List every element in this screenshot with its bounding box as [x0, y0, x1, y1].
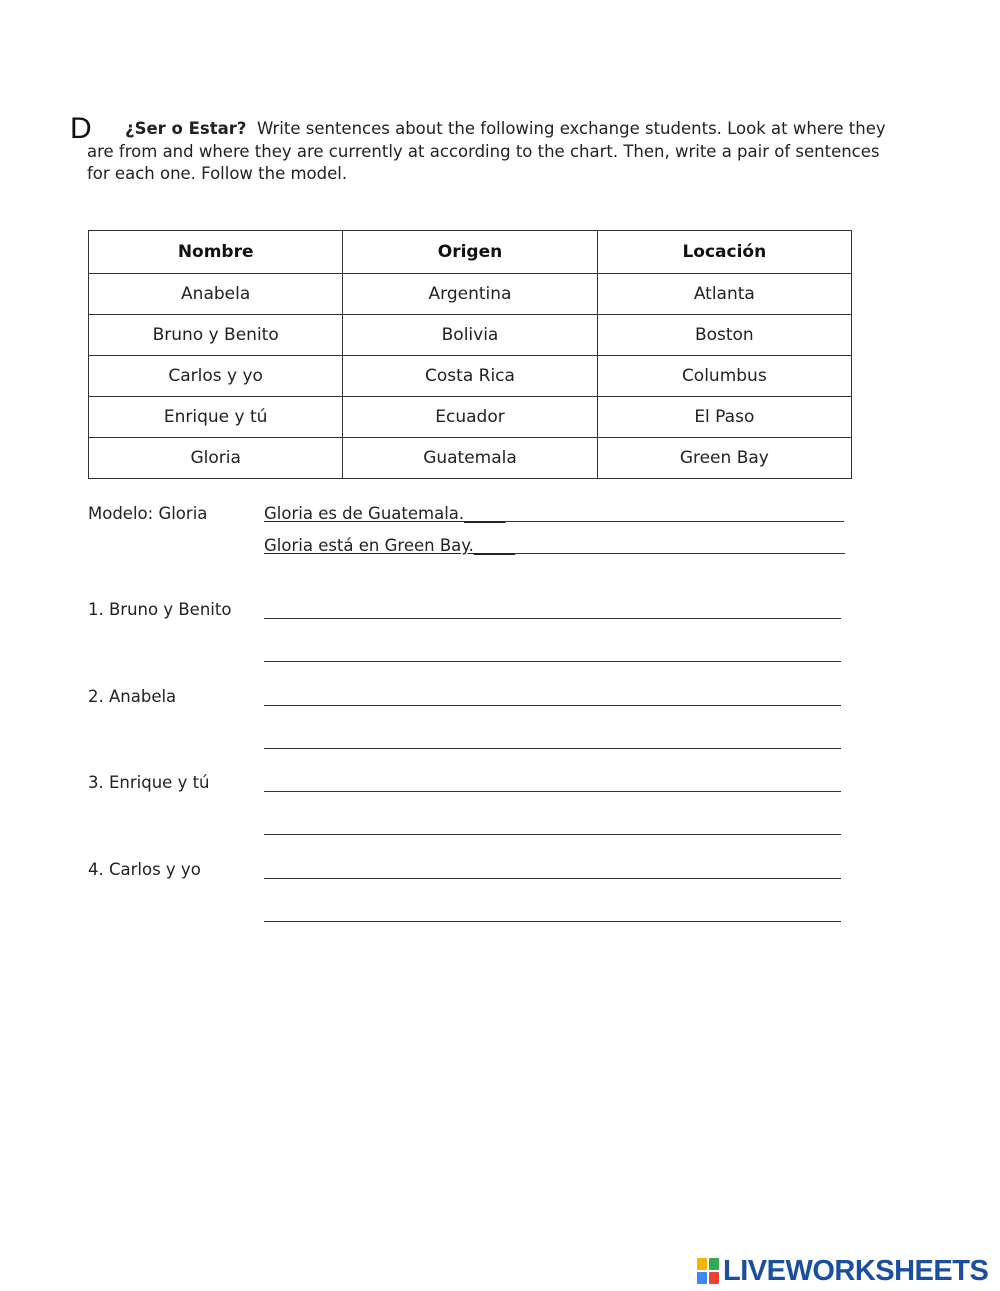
cell-nombre: Carlos y yo [89, 356, 343, 397]
cell-nombre: Enrique y tú [89, 397, 343, 438]
logo-block [709, 1258, 719, 1270]
model-sentence-estar: Gloria está en Green Bay._____ [264, 536, 516, 555]
logo-block [697, 1258, 707, 1270]
table-header-row [89, 231, 852, 274]
answer-line-2a[interactable] [264, 705, 841, 706]
table-row [89, 274, 852, 315]
cell-nombre: Bruno y Benito [89, 315, 343, 356]
answer-line-4b[interactable] [264, 921, 841, 922]
answer-line-4a[interactable] [264, 878, 841, 879]
answer-line-3b[interactable] [264, 834, 841, 835]
model-sentence-ser: Gloria es de Guatemala._____ [264, 504, 506, 523]
logo-block [709, 1272, 719, 1284]
item-label: 4. Carlos y yo [88, 860, 201, 879]
cell-origen: Ecuador [343, 397, 597, 438]
logo-blocks-icon [697, 1258, 719, 1284]
table-row [89, 315, 852, 356]
instructions-text: Write sentences about the following exchange students. Look at where they are from and where they are currently at according to the chart. Then, write a pair of sentences for each one. Follow the model. [87, 119, 886, 183]
cell-locacion: El Paso [597, 397, 851, 438]
cell-nombre: Gloria [89, 438, 343, 479]
table-row [89, 438, 852, 479]
cell-origen: Bolivia [343, 315, 597, 356]
cell-locacion: Columbus [597, 356, 851, 397]
header-origen: Origen [343, 231, 597, 274]
cell-origen: Guatemala [343, 438, 597, 479]
cell-origen: Costa Rica [343, 356, 597, 397]
cell-locacion: Green Bay [597, 438, 851, 479]
header-nombre: Nombre [89, 231, 343, 274]
logo-block [697, 1272, 707, 1284]
section-title: ¿Ser o Estar? [125, 119, 247, 138]
section-letter: D [70, 112, 92, 145]
table-row [89, 397, 852, 438]
header-locacion: Locación [597, 231, 851, 274]
cell-locacion: Boston [597, 315, 851, 356]
cell-locacion: Atlanta [597, 274, 851, 315]
answer-line-1b[interactable] [264, 661, 841, 662]
model-line-1 [503, 521, 844, 522]
students-table [88, 230, 852, 479]
cell-nombre: Anabela [89, 274, 343, 315]
item-label: 2. Anabela [88, 687, 177, 706]
model-label: Modelo: Gloria [88, 504, 208, 523]
table-row [89, 356, 852, 397]
answer-line-2b[interactable] [264, 748, 841, 749]
item-label: 3. Enrique y tú [88, 773, 210, 792]
item-label: 1. Bruno y Benito [88, 600, 232, 619]
cell-origen: Argentina [343, 274, 597, 315]
model-line-2 [514, 553, 845, 554]
answer-line-3a[interactable] [264, 791, 841, 792]
liveworksheets-logo [697, 1255, 988, 1287]
logo-text: LIVEWORKSHEETS [723, 1254, 989, 1287]
instructions [87, 118, 907, 186]
answer-line-1a[interactable] [264, 618, 841, 619]
